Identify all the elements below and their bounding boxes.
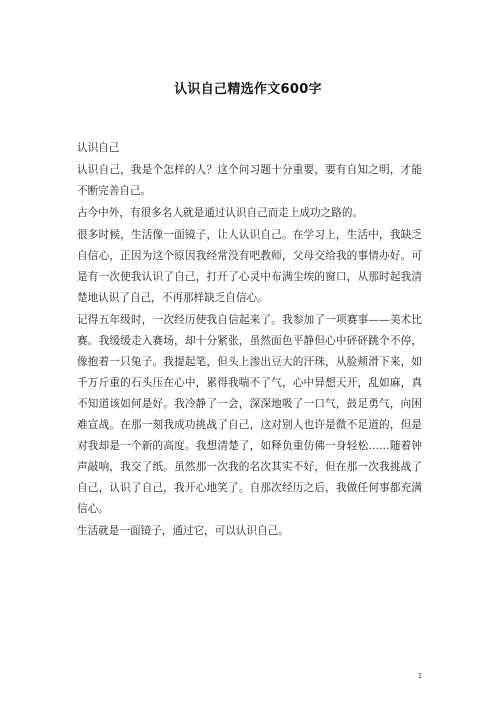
paragraph: 古今中外，有很多名人就是通过认识自己而走上成功之路的。 [77, 207, 364, 219]
paragraph: 生活就是一面镜子，通过它，可以认识自己。 [77, 525, 289, 537]
page-number: 1 [417, 672, 423, 680]
paragraph: 很多时候，生活像一面镜子，让人认识自己。在学习上，生活中，我缺乏自信心，正因为这个原因我经常没有吧教师，父母交给我的事情办好。可是有一次使我认识了自己，打开了心灵中布满尘埃的窗口，从那时起我清楚地认识了自己，不再那样缺乏自信心。 [77, 229, 422, 304]
paragraph-heading: 认识自己 [77, 142, 120, 154]
article-body [77, 138, 422, 543]
page-title: 认识自己精选作文600字 [174, 82, 322, 97]
paragraph: 认识自己，我是个怎样的人？这个问习题十分重要，要有自知之明，才能不断完善自己。 [77, 164, 422, 197]
paragraph: 记得五年级时，一次经历使我自信起来了。我参加了一项赛事——美术比赛。我缓缓走入赛场，却十分紧张，虽然面色平静但心中砰砰跳个不停，像抱着一只兔子。我提起笔，但头上渗出豆大的汗珠，从脸颊滑下来，如千万斤重的石头压在心中，累得我喘不了气，心中异想天开，乱如麻，真不知道该如何是好。我冷静了一会，深深地吸了一口气，鼓足勇气，向困难宣战。在那一刻我成功挑战了自己，这对别人也许是微不足道的，但是对我却是一个新的高度。我想清楚了，如释负重仿佛一身轻松……随着钟声敲响，我交了纸。虽然那一次我的名次其实不好，但在那一次我挑战了自己，认识了自己，我开心地笑了。自那次经历之后，我做任何事都充满信心。 [77, 314, 422, 515]
